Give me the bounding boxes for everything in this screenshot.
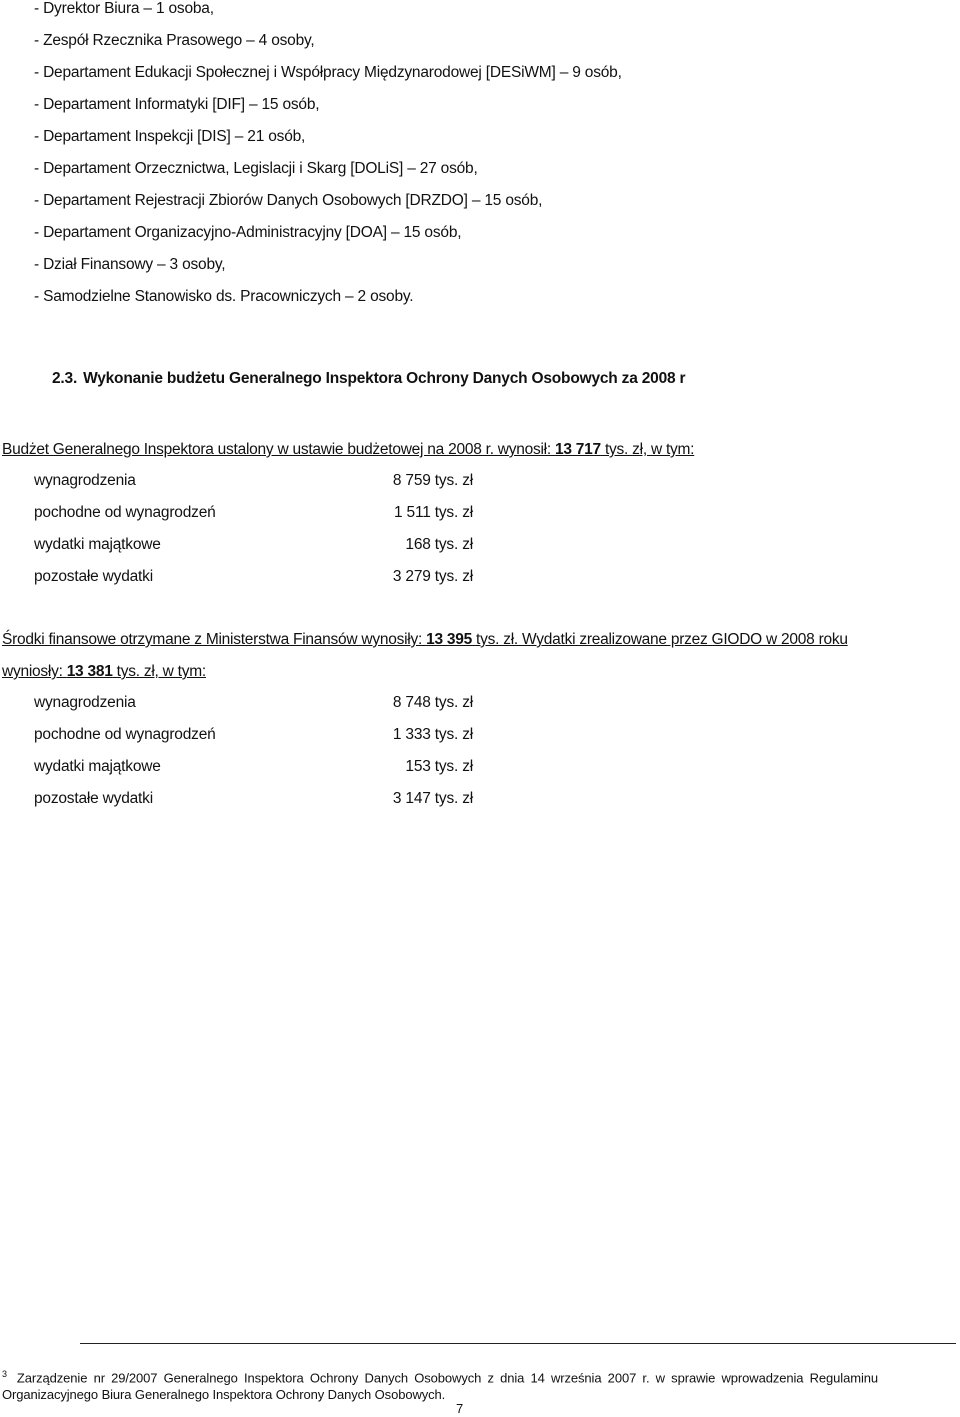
execution-intro-line2: [2, 663, 206, 681]
org-list-item: - Departament Informatyki [DIF] – 15 osób,: [34, 96, 320, 113]
org-list-item: - Dyrektor Biura – 1 osoba,: [34, 0, 214, 17]
org-list-item: - Dział Finansowy – 3 osoby,: [34, 256, 226, 273]
execution-text: Środki finansowe otrzymane z Ministerstwa Finansów wynosiły:: [2, 631, 427, 648]
actual-value: 3 147 tys. zł: [392, 790, 473, 807]
budget-intro-text: Budżet Generalnego Inspektora ustalony w ustawie budżetowej na 2008 r. wynosił:: [2, 441, 555, 458]
execution-spent-amount: 13 381: [66, 663, 113, 680]
planned-label: pochodne od wynagrodzeń: [34, 504, 216, 521]
section-title: Wykonanie budżetu Generalnego Inspektora Ochrony Danych Osobowych za 2008 r: [83, 370, 686, 387]
page-number: 7: [456, 1401, 464, 1416]
execution-suffix: tys. zł. Wydatki zrealizowane przez GIODO w 2008 roku: [472, 631, 848, 648]
planned-label: pozostałe wydatki: [34, 568, 153, 585]
planned-value: 8 759 tys. zł: [392, 472, 473, 489]
planned-label: wydatki majątkowe: [34, 536, 161, 553]
execution-text: wyniosły:: [2, 663, 67, 680]
planned-value: 168 tys. zł: [405, 536, 473, 553]
org-list-item: - Departament Rejestracji Zbiorów Danych Osobowych [DRZDO] – 15 osób,: [34, 192, 543, 209]
actual-label: wynagrodzenia: [34, 694, 136, 711]
section-heading: [52, 370, 685, 388]
org-list-item: - Departament Edukacji Społecznej i Współpracy Międzynarodowej [DESiWM] – 9 osób,: [34, 64, 622, 81]
org-list-item: - Zespół Rzecznika Prasowego – 4 osoby,: [34, 32, 315, 49]
execution-intro-line1: [2, 631, 848, 649]
actual-label: pozostałe wydatki: [34, 790, 153, 807]
planned-value: 1 511 tys. zł: [394, 504, 473, 521]
actual-value: 1 333 tys. zł: [392, 726, 473, 743]
budget-intro-amount: 13 717: [555, 441, 601, 458]
org-list-item: - Samodzielne Stanowisko ds. Pracowniczych – 2 osoby.: [34, 288, 414, 305]
actual-label: pochodne od wynagrodzeń: [34, 726, 216, 743]
budget-intro: [2, 441, 694, 459]
footnote-text: Zarządzenie nr 29/2007 Generalnego Inspektora Ochrony Danych Osobowych z dnia 14 września 2007 r. w sprawie wprowadzenia Regulaminu Organizacyjnego Biura Generalnego Inspektora Ochrony Danych Osobowych.: [2, 1370, 878, 1403]
org-list-item: - Departament Orzecznictwa, Legislacji i Skarg [DOLiS] – 27 osób,: [34, 160, 478, 177]
actual-value: 153 tys. zł: [405, 758, 473, 775]
actual-value: 8 748 tys. zł: [392, 694, 473, 711]
planned-value: 3 279 tys. zł: [392, 568, 473, 585]
section-number: 2.3.: [52, 370, 78, 387]
budget-intro-suffix: tys. zł, w tym:: [600, 441, 695, 458]
execution-suffix: tys. zł, w tym:: [112, 663, 206, 680]
footnote-separator: [80, 1343, 956, 1344]
org-list-item: - Departament Organizacyjno-Administracyjny [DOA] – 15 osób,: [34, 224, 462, 241]
execution-funds-amount: 13 395: [426, 631, 472, 648]
footnote: [2, 1366, 878, 1403]
org-list-item: - Departament Inspekcji [DIS] – 21 osób,: [34, 128, 306, 145]
actual-label: wydatki majątkowe: [34, 758, 161, 775]
footnote-mark: 3: [2, 1369, 7, 1379]
planned-label: wynagrodzenia: [34, 472, 136, 489]
